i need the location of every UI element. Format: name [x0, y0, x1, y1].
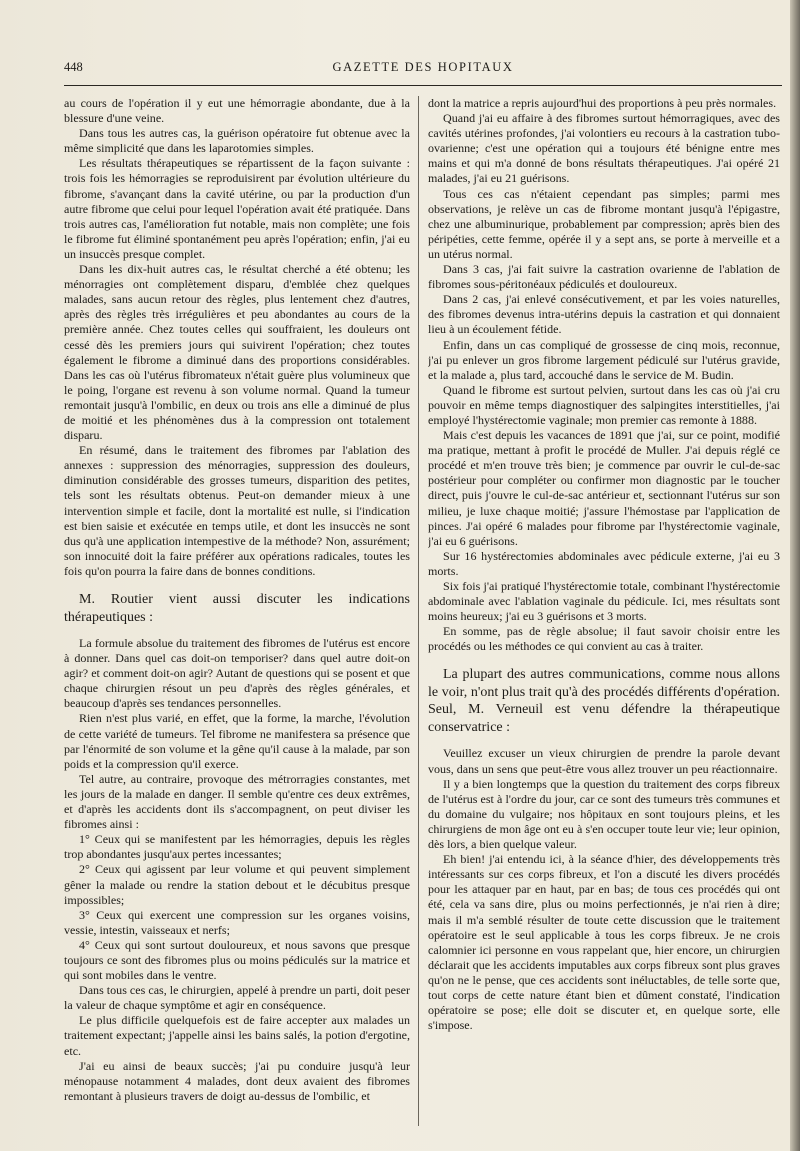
paragraph: Rien n'est plus varié, en effet, que la forme, la marche, l'évolution de cette variété de tumeurs. Tel fibrome ne manifestera sa présence que par l'énormité de son volume et la gêne qu'il cause à la malade, par son poids et la compression qu'il exerce.	[64, 711, 410, 771]
speaker-announcement: M. Routier vient aussi discuter les indications thérapeutiques :	[64, 592, 410, 625]
paragraph: J'ai eu ainsi de beaux succès; j'ai pu conduire jusqu'à leur ménopause notamment 4 malades, dont deux avaient des fibromes remontant à plusieurs travers de doigt au-dessus de l'ombilic, et	[64, 1058, 410, 1103]
paragraph: Eh bien! j'ai entendu ici, à la séance d'hier, des développements très intéressants sur ces corps fibreux, et l'on a discuté les divers procédés pour les attaquer par en haut, par en bas; de tous ces procédés qui ont été, cela va sans dire, plus ou moins perfectionnés, je n'ai rien à dire; mais il m'a semblé résulter de toute cette discussion que le traitement opératoire est le seul applicable à tous les corps fibreux. Je ne crois calomnier ici personne en vous rappelant que, hier encore, un chirurgien déclarait que les accidents imputables aux corps fibreux sont plus graves qu'on ne le pense, que ces accidents sont inéluctables, de telle sorte que, tout corps de cette nature étant bien et dûment constaté, l'indication opératoire se pose; elle doit se discuter et, en quelque sorte, elle s'impose.	[428, 852, 780, 1033]
list-item: 2° Ceux qui agissent par leur volume et qui peuvent simplement gêner la malade ou rendre la station debout et le décubitus presque impossibles;	[64, 862, 410, 907]
page-number: 448	[64, 60, 83, 74]
paragraph: dont la matrice a repris aujourd'hui des proportions à peu près normales.	[428, 96, 777, 110]
journal-title: GAZETTE DES HOPITAUX	[332, 60, 514, 74]
left-column	[64, 96, 410, 1136]
paragraph: Quand le fibrome est surtout pelvien, surtout dans les cas où j'ai cru pouvoir en même temps diagnostiquer des salpingites interstitielles, j'ai employé l'hystérectomie vaginale; mon premier cas remonte à 1888.	[428, 382, 780, 427]
page-edge	[790, 0, 800, 1151]
column-divider	[418, 96, 419, 1126]
paragraph: Tous ces cas n'étaient cependant pas simples; parmi mes observations, je relève un cas de fibrome montant jusqu'à l'épigastre, chez une albuminurique, probablement par compression; après bien des péripéties, cette femme, opérée il y a sept ans, se porte à merveille et a un utérus normal.	[428, 186, 780, 261]
paragraph: Le plus difficile quelquefois est de faire accepter aux malades un traitement expectant; j'appelle ainsi les bains salés, la potion d'ergotine, etc.	[64, 1013, 410, 1058]
header-rule	[64, 85, 782, 86]
paragraph: Dans les dix-huit autres cas, le résultat cherché a été obtenu; les ménorragies ont complètement disparu, d'emblée chez quelques malades, sans aucun retour des règles, plus lentement chez d'autres, après des règles très irrégulières et peu abondantes au cours de la première année. Chez toutes celles qui souffraient, les douleurs ont cessé dès les premiers jours qui suivirent l'opération; chez toutes également le fibrome a diminué dans des proportions considérables. Dans les cas où l'utérus fibromateux n'était guère plus volumineux que le poing, l'organe est revenu à son volume normal. Quand la tumeur remontait jusqu'à l'ombilic, en deux ou trois ans elle a diminué de plus de moitié et les phénomènes dus à la compression ont totalement disparu.	[64, 262, 410, 443]
right-column	[428, 96, 780, 1136]
paragraph: Mais c'est depuis les vacances de 1891 que j'ai, sur ce point, modifié ma pratique, mettant à profit le procédé de Muller. J'ai depuis réglé ce procédé et m'en trouve très bien; je commence par ouvrir le cul-de-sac postérieur pour compléter ou confirmer mon diagnostic par le toucher direct, puis j'ouvre le cul-de-sac antérieur et, sectionnant l'utérus sur son milieu, je luxe chaque moitié; j'assure l'hémostase par l'application de pinces. J'ai opéré 6 malades pour fibrome par l'hystérectomie vaginale, j'ai eu 6 guérisons.	[428, 428, 780, 548]
paragraph: En résumé, dans le traitement des fibromes par l'ablation des annexes : suppression des ménorragies, suppression des douleurs, diminution considérable des grosses tumeurs, disparition des petites, tels sont les résultats obtenus. Peut-on demander mieux à une intervention simple et facile, dont la mortalité est nulle, si l'indication est bien saisie et exécutée en temps utile, et dont les insuccès ne sont dus qu'à une application intempestive de la méthode? Non, assurément; son innocuité doit la faire préférer aux opérations radicales, toutes les fois qu'on pourra la faire dans de bonnes conditions.	[64, 443, 410, 578]
paragraph: En somme, pas de règle absolue; il faut savoir choisir entre les procédés ou les méthodes ce qui convient au cas à traiter.	[428, 624, 780, 654]
paragraph: au cours de l'opération il y eut une hémorragie abondante, due à la blessure d'une veine.	[64, 96, 410, 126]
paragraph: Six fois j'ai pratiqué l'hystérectomie totale, combinant l'hystérectomie abdominale avec l'ablation vaginale du pédicule. Ici, mes résultats sont moins heureux; j'ai eu 3 guérisons et 3 morts.	[428, 579, 780, 624]
paragraph: Les résultats thérapeutiques se répartissent de la façon suivante : trois fois les hémorragies se reproduisirent par évolution ultérieure du fibrome, s'avançant dans la cavité utérine, ou par la production d'un autre fibrome que celui pour lequel l'opération avait été pratiquée. Dans trois autres cas, l'amélioration fut notable, mais non complète; une fois le fibrome fut éliminé spontanément peu après l'opération; enfin, j'ai eu un insuccès presque complet.	[64, 156, 410, 261]
section-announcement: La plupart des autres communications, comme nous allons le voir, n'ont plus trait qu'à des procédés différents d'opération. Seul, M. Verneuil est venu défendre la thérapeutique conservatrice :	[428, 667, 780, 735]
paragraph: Il y a bien longtemps que la question du traitement des corps fibreux de l'utérus est à l'ordre du jour, car ce sont des tumeurs très communes et du domaine du vulgaire; nos hôpitaux en sont toujours pleins, et les chirurgiens de mon âge ont eu à s'en occuper toute leur vie; leur opinion, dès lors, a bien quelque valeur.	[428, 776, 780, 852]
list-item: 3° Ceux qui exercent une compression sur les organes voisins, vessie, intestin, vaisseaux et nerfs;	[64, 907, 410, 937]
list-item: 1° Ceux qui se manifestent par les hémorragies, depuis les règles trop abondantes jusqu'aux pertes incessantes;	[64, 832, 410, 862]
paragraph: Dans tous les autres cas, la guérison opératoire fut obtenue avec la même simplicité que dans les laparotomies simples.	[64, 126, 410, 156]
paragraph: Sur 16 hystérectomies abdominales avec pédicule externe, j'ai eu 3 morts.	[428, 548, 780, 578]
paragraph: La formule absolue du traitement des fibromes de l'utérus est encore à donner. Dans quel cas doit-on temporiser? dans quel autre doit-on agir? et comment doit-on agir? Autant de questions qui se posent et que chaque chirurgien résout un peu d'après des règles générales, et beaucoup d'après ses tendances personnelles.	[64, 636, 410, 711]
paragraph: Enfin, dans un cas compliqué de grossesse de cinq mois, reconnue, j'ai pu enlever un gros fibrome largement pédiculé sur l'utérus gravide, et la malade a, plus tard, accouché dans le service de M. Budin.	[428, 337, 780, 382]
list-item: 4° Ceux qui sont surtout douloureux, et nous savons que presque toujours ce sont des fibromes plus ou moins pédiculés sur la matrice et qui sont mobiles dans le ventre.	[64, 937, 410, 983]
paragraph: Dans 2 cas, j'ai enlevé consécutivement, et par les voies naturelles, des fibromes devenus intra-utérins depuis la castration et qui donnaient lieu à un écoulement fétide.	[428, 292, 780, 337]
paragraph: Quand j'ai eu affaire à des fibromes surtout hémorragiques, avec des cavités utérines profondes, j'ai volontiers eu recours à la castration tubo-ovarienne; c'est une opération qui a toujours été bénigne entre mes mains et qui m'a donné de bons résultats thérapeutiques. J'ai opéré 21 malades, j'ai eu 21 guérisons.	[428, 111, 780, 186]
paragraph: Tel autre, au contraire, provoque des métrorragies constantes, met les jours de la malade en danger. Il semble qu'entre ces deux extrêmes, et d'après les accidents dont ils s'accompagnent, on peut diviser les fibromes ainsi :	[64, 771, 410, 832]
paragraph: Veuillez excuser un vieux chirurgien de prendre la parole devant vous, dans un sens que peut-être vous allez trouver un peu réactionnaire.	[428, 746, 780, 776]
page-header	[64, 60, 782, 78]
paragraph: Dans 3 cas, j'ai fait suivre la castration ovarienne de l'ablation de fibromes sous-péritonéaux pédiculés et douloureux.	[428, 262, 780, 292]
paragraph: Dans tous ces cas, le chirurgien, appelé à prendre un parti, doit peser la valeur de chaque symptôme et agir en conséquence.	[64, 983, 410, 1013]
